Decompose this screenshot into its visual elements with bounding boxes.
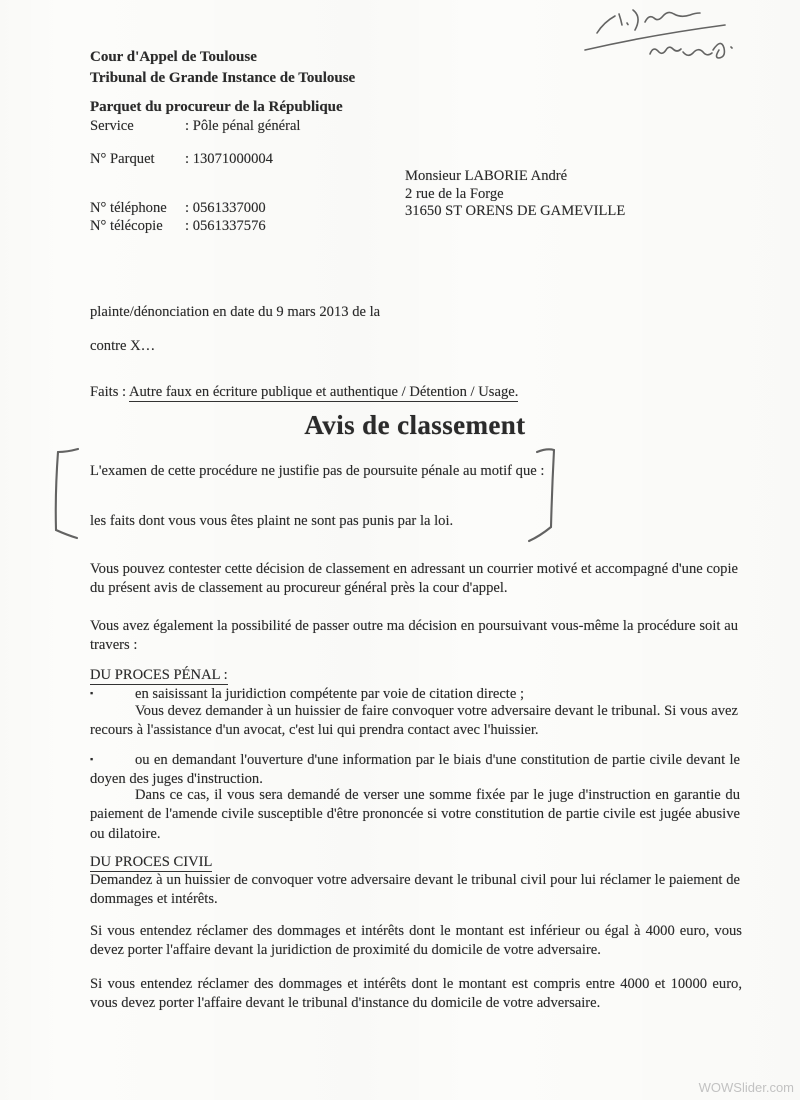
service-value: : Pôle pénal général [185, 118, 301, 134]
page-title: Avis de classement [304, 410, 526, 440]
fax-row [90, 217, 266, 236]
penal-paragraph-2: Dans ce cas, il vous sera demandé de verser une somme fixée par le juge d'instruction en garantie du paiement de l'amende civile susceptible d'être prononcée si votre constitution de partie civile est jugée abusive ou dilatoire. [90, 787, 740, 842]
complaint-against-line: contre X… [90, 338, 156, 354]
court-header [90, 47, 355, 88]
service-label: Service [90, 118, 134, 134]
handwritten-annotation [555, 2, 775, 72]
civil-section-heading: DU PROCES CIVIL [90, 854, 213, 870]
penal-bullet-1-text: en saisissant la juridiction compétente par voie de citation directe ; [135, 686, 525, 702]
phone-value: : 0561337000 [185, 200, 266, 216]
civil-paragraph-2: Si vous entendez réclamer des dommages et intérêts dont le montant est inférieur ou égal à 4000 euro, vous devez porter l'affaire devant la juridiction de proximité du domicile de votre adversaire. [90, 923, 742, 959]
phone-label: N° téléphone [90, 200, 167, 216]
complaint-date-line: plainte/dénonciation en date du 9 mars 2013 de la [90, 304, 381, 320]
pursue-paragraph: Vous avez également la possibilité de passer outre ma décision en poursuivant vous-même la procédure soit au travers : [90, 618, 738, 654]
recipient-city: 31650 ST ORENS DE GAMEVILLE [405, 203, 626, 220]
bullet-square-icon: ▪ [90, 688, 94, 698]
fax-value: : 0561337576 [185, 218, 266, 234]
bullet-square-icon: ▪ [90, 754, 94, 764]
wowslider-watermark: WOWSlider.com [698, 1080, 794, 1095]
court-line-1: Cour d'Appel de Toulouse [90, 49, 257, 65]
service-row [90, 117, 301, 136]
recipient-name: Monsieur LABORIE André [405, 168, 568, 184]
facts-text: Autre faux en écriture publique et authentique / Détention / Usage. [128, 384, 519, 400]
hand-bracket-right-icon [518, 438, 573, 550]
decision-motive-line: L'examen de cette procédure ne justifie pas de poursuite pénale au motif que : [90, 463, 545, 479]
recipient-street: 2 rue de la Forge [405, 185, 504, 202]
civil-paragraph-3: Si vous entendez réclamer des dommages et intérêts dont le montant est compris entre 4000 et 10000 euro, vous devez porter l'affaire devant le tribunal d'instance du domicile de votre adversaire. [90, 976, 742, 1012]
court-line-2: Tribunal de Grande Instance de Toulouse [90, 69, 356, 86]
contest-paragraph: Vous pouvez contester cette décision de classement en adressant un courrier motivé et accompagné d'une copie du présent avis de classement au procureur général près la cour d'appel. [90, 561, 738, 597]
recipient-address [405, 168, 625, 221]
parquet-number-value: : 13071000004 [185, 151, 273, 167]
decision-reason-line: les faits dont vous vous êtes plaint ne sont pas punis par la loi. [90, 513, 454, 529]
parquet-number-label: N° Parquet [90, 151, 155, 167]
penal-bullet-2 [90, 750, 740, 790]
civil-paragraph-1: Demandez à un huissier de convoquer votre adversaire devant le tribunal civil pour lui réclamer le paiement de dommages et intérêts. [90, 872, 740, 908]
facts-row [90, 383, 518, 402]
facts-label: Faits : [90, 384, 127, 400]
phone-row [90, 199, 266, 218]
fax-label: N° télécopie [90, 218, 163, 234]
penal-section-heading: DU PROCES PÉNAL : [90, 667, 228, 683]
penal-bullet-2-text: ou en demandant l'ouverture d'une information par le biais d'une constitution de partie civile devant le doyen des juges d'instruction. [90, 752, 740, 788]
penal-paragraph-1: Vous devez demander à un huissier de faire convoquer votre adversaire devant le tribunal. Si vous avez recours à l'assistance d'un avocat, c'est lui qui prendra contact avec l'huissier. [90, 703, 738, 739]
parquet-title: Parquet du procureur de la République [90, 99, 343, 115]
hand-bracket-left-icon [40, 438, 90, 548]
parquet-number-row [90, 150, 273, 169]
